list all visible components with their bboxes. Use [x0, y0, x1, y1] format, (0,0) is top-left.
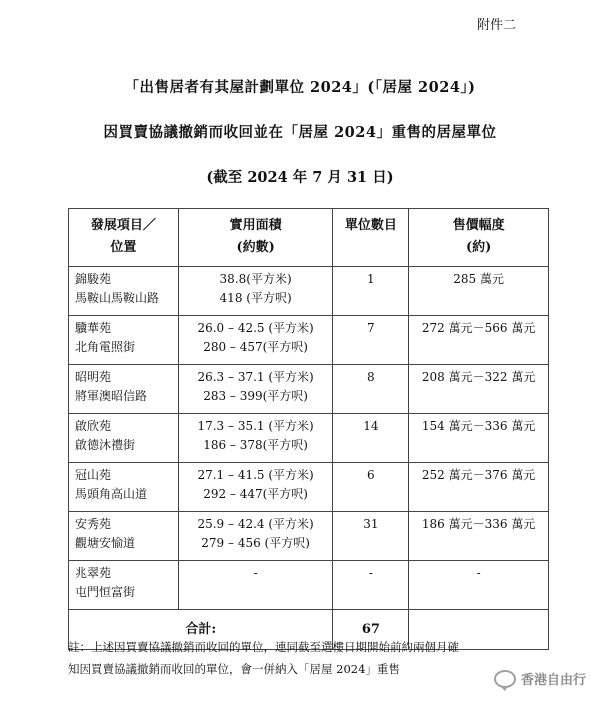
units-table: [68, 208, 549, 650]
table-row: [69, 561, 549, 610]
title-line-1: 「出售居者有其屋計劃單位 2024」(「居屋 2024」): [124, 79, 476, 96]
project-location: 馬鞍山馬鞍山路: [75, 291, 160, 305]
project-name: 冠山苑: [75, 468, 112, 482]
project-cell: [69, 316, 179, 365]
area-cell: [178, 267, 333, 316]
price-cell: 285 萬元: [409, 267, 549, 316]
project-cell: [69, 267, 179, 316]
project-cell: [69, 512, 179, 561]
header-count: 單位數目: [333, 209, 409, 267]
count-cell: 1: [333, 267, 409, 316]
price-cell: 186 萬元－336 萬元: [409, 512, 549, 561]
table-row: [69, 267, 549, 316]
project-cell: [69, 463, 179, 512]
chat-bubble-icon: [494, 670, 516, 688]
project-name: 錦駿苑: [75, 272, 112, 286]
area-cell: [178, 512, 333, 561]
table-row: [69, 512, 549, 561]
area-sqm: 27.1 – 41.5 (平方米): [197, 468, 314, 482]
table-row: [69, 414, 549, 463]
area-sqm: 26.0 – 42.5 (平方米): [197, 321, 314, 335]
area-cell: [178, 561, 333, 610]
count-cell: -: [333, 561, 409, 610]
project-cell: [69, 561, 179, 610]
project-location: 觀塘安愉道: [75, 536, 136, 550]
area-sqft: 186 – 378(平方呎): [203, 438, 308, 452]
title-date: (截至 2024 年 7 月 31 日): [206, 169, 394, 186]
project-name: 昭明苑: [75, 370, 112, 384]
project-cell: [69, 414, 179, 463]
area-sqm: 17.3 – 35.1 (平方米): [197, 419, 314, 433]
header-project-line2: 位置: [110, 240, 137, 255]
count-cell: 14: [333, 414, 409, 463]
project-name: 安秀苑: [75, 517, 112, 531]
project-name: 驥華苑: [75, 321, 112, 335]
count-cell: 6: [333, 463, 409, 512]
project-location: 啟德沐禮街: [75, 438, 136, 452]
area-sqm: 25.9 – 42.4 (平方米): [197, 517, 314, 531]
project-location: 屯門恒富街: [75, 585, 136, 599]
header-project: [69, 209, 179, 267]
total-label: 合計:: [69, 610, 333, 650]
count-cell: 31: [333, 512, 409, 561]
table-row: [69, 365, 549, 414]
price-cell: 252 萬元－376 萬元: [409, 463, 549, 512]
area-cell: [178, 414, 333, 463]
total-value: 67: [333, 610, 409, 650]
footnote-line-2: 知因買賣協議撤銷而收回的單位，會一併納入「居屋 2024」重售: [68, 662, 400, 676]
footnote-line-1: 註：上述因買賣協議撤銷而收回的單位，連同截至選樓日期開始前約兩個月確: [68, 640, 459, 654]
price-cell: 154 萬元－336 萬元: [409, 414, 549, 463]
table-row: [69, 463, 549, 512]
annex-label: 附件二: [476, 18, 516, 33]
price-cell: -: [409, 561, 549, 610]
header-area-line2: (約數): [236, 240, 275, 255]
area-cell: [178, 316, 333, 365]
area-sqm: 38.8(平方米): [219, 272, 292, 286]
title-line-2: 因買賣協議撤銷而收回並在「居屋 2024」重售的居屋單位: [103, 124, 497, 141]
area-sqm: 26.3 – 37.1 (平方米): [197, 370, 314, 384]
header-price-line2: (約): [465, 240, 492, 255]
project-location: 馬頭角高山道: [75, 487, 148, 501]
area-cell: [178, 365, 333, 414]
table-row: [69, 316, 549, 365]
area-sqft: 292 – 447(平方呎): [203, 487, 308, 501]
price-cell: 272 萬元－566 萬元: [409, 316, 549, 365]
count-cell: 8: [333, 365, 409, 414]
title-block: [0, 76, 600, 187]
project-location: 北角電照街: [75, 340, 136, 354]
count-cell: 7: [333, 316, 409, 365]
area-sqft: 279 – 456 (平方呎): [201, 536, 310, 550]
table-header-row: [69, 209, 549, 267]
header-price-line1: 售價幅度: [452, 218, 505, 233]
project-cell: [69, 365, 179, 414]
project-location: 將軍澳昭信路: [75, 389, 148, 403]
header-area-line1: 實用面積: [229, 218, 282, 233]
watermark: [494, 669, 586, 688]
header-project-line1: 發展項目／: [90, 218, 156, 233]
area-sqft: 280 – 457(平方呎): [203, 340, 308, 354]
header-price: [409, 209, 549, 267]
watermark-text: 香港自由行: [520, 673, 586, 688]
area-sqft: 418 (平方呎): [219, 291, 292, 305]
project-name: 兆翠苑: [75, 566, 112, 580]
header-area: [178, 209, 333, 267]
price-cell: 208 萬元－322 萬元: [409, 365, 549, 414]
area-sqft: 283 – 399(平方呎): [203, 389, 308, 403]
area-sqm: -: [253, 566, 258, 580]
project-name: 啟欣苑: [75, 419, 112, 433]
area-cell: [178, 463, 333, 512]
